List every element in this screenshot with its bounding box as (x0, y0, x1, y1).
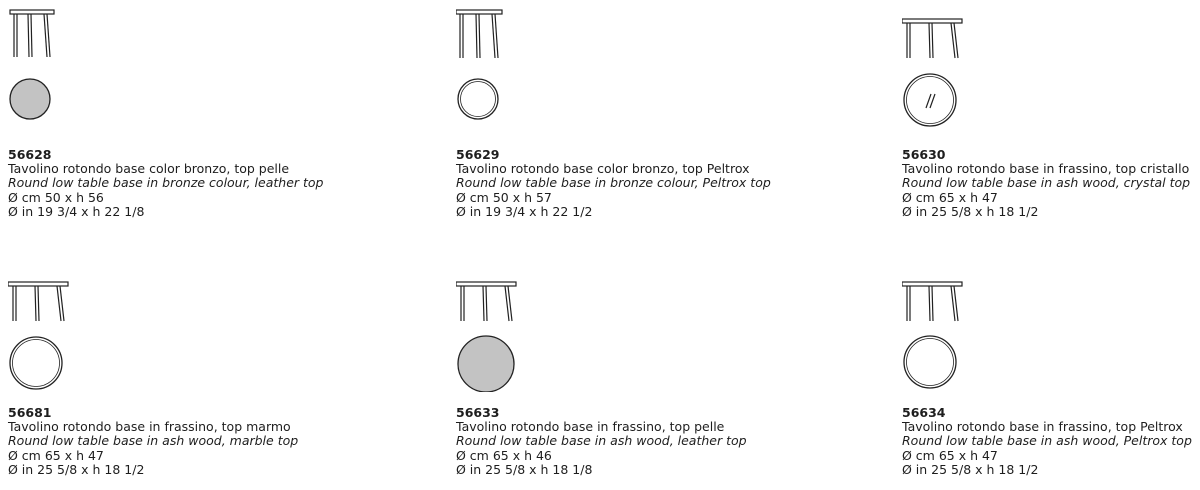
table-top-view-marble (10, 337, 62, 389)
product-code: 56630 (902, 147, 946, 162)
dimensions-in: Ø in 25 5/8 x h 18 1/2 (902, 461, 1039, 477)
table-top-view-peltrox (904, 336, 956, 388)
table-side-view-drawing (8, 8, 78, 128)
dimensions-in: Ø in 19 3/4 x h 22 1/8 (8, 203, 145, 219)
dimensions-cm: Ø cm 65 x h 47 (902, 189, 998, 205)
table-side-view-drawing (902, 8, 982, 128)
description-en: Round low table base in bronze colour, leather top (8, 175, 324, 191)
product-code: 56629 (456, 147, 500, 162)
dimensions-cm: Ø cm 50 x h 57 (456, 189, 552, 205)
description-it: Tavolino rotondo base color bronzo, top pelle (8, 161, 290, 177)
description-en: Round low table base in ash wood, leather top (456, 433, 747, 449)
description-en: Round low table base in ash wood, marble top (8, 433, 299, 449)
description-it: Tavolino rotondo base in frassino, top marmo (8, 419, 291, 435)
dimensions-in: Ø in 25 5/8 x h 18 1/2 (902, 203, 1039, 219)
product-text (902, 148, 1190, 219)
dimensions-cm: Ø cm 65 x h 46 (456, 447, 552, 463)
product-item-56634 (902, 272, 1200, 487)
product-code: 56634 (902, 405, 946, 420)
product-text (456, 148, 771, 219)
table-top-view-leather (458, 336, 514, 392)
product-item-56629 (456, 8, 771, 223)
product-text (456, 406, 747, 477)
product-item-56681 (8, 272, 308, 487)
description-en: Round low table base in bronze colour, Peltrox top (456, 175, 771, 191)
description-en: Round low table base in ash wood, crystal top (902, 175, 1191, 191)
product-code: 56628 (8, 147, 52, 162)
dimensions-in: Ø in 25 5/8 x h 18 1/2 (8, 461, 145, 477)
product-code: 56681 (8, 405, 52, 420)
table-top-view-peltrox (458, 79, 498, 119)
product-text (8, 406, 298, 477)
table-side-view-drawing (8, 272, 88, 392)
table-top-view-crystal (904, 74, 956, 126)
dimensions-cm: Ø cm 50 x h 56 (8, 189, 104, 205)
table-side-view-drawing (902, 272, 982, 392)
product-text (902, 406, 1192, 477)
table-side-view-drawing (456, 8, 526, 128)
description-it: Tavolino rotondo base in frassino, top Peltrox (902, 419, 1183, 435)
description-it: Tavolino rotondo base in frassino, top pelle (456, 419, 725, 435)
description-it: Tavolino rotondo base in frassino, top cristallo (902, 161, 1190, 177)
product-item-56630 (902, 8, 1200, 223)
product-code: 56633 (456, 405, 500, 420)
table-side-view-drawing (456, 272, 536, 392)
product-item-56633 (456, 272, 756, 487)
dimensions-in: Ø in 25 5/8 x h 18 1/8 (456, 461, 593, 477)
description-it: Tavolino rotondo base color bronzo, top Peltrox (456, 161, 750, 177)
product-text (8, 148, 323, 219)
description-en: Round low table base in ash wood, Peltrox top (902, 433, 1192, 449)
table-top-view-leather (10, 79, 50, 119)
dimensions-in: Ø in 19 3/4 x h 22 1/2 (456, 203, 593, 219)
dimensions-cm: Ø cm 65 x h 47 (902, 447, 998, 463)
dimensions-cm: Ø cm 65 x h 47 (8, 447, 104, 463)
product-item-56628 (8, 8, 324, 223)
